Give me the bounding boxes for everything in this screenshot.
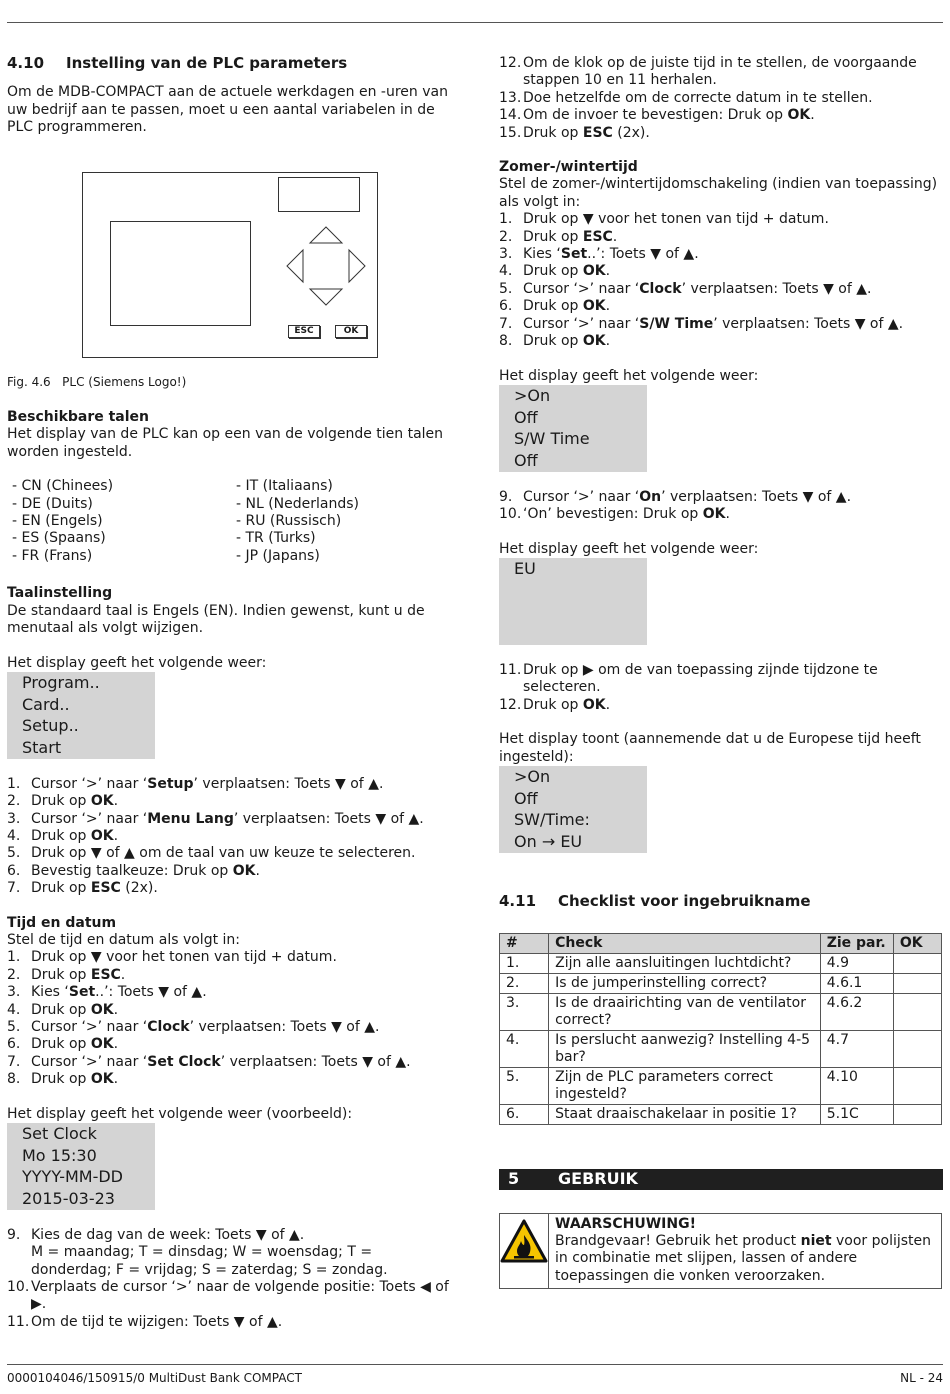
lcd-line: On → EU — [514, 832, 583, 852]
tijd-steps-final — [499, 55, 943, 142]
language-item: - FR (Frans) — [12, 547, 93, 564]
taal-heading: Taalinstelling — [7, 585, 113, 602]
lcd-line: Card.. — [22, 694, 70, 714]
table-row — [500, 974, 942, 994]
fire-hazard-icon — [500, 1214, 549, 1289]
table-cell: 4. — [500, 1031, 549, 1068]
zomer-steps — [499, 211, 943, 350]
zomer-steps-final — [499, 662, 943, 714]
step-item: 1. Cursor ‘>’ naar ‘Setup’ verplaatsen: Toets ▼ of ▲. — [7, 775, 384, 792]
step-item: 15. Druk op ESC (2x). — [499, 124, 650, 141]
left-column — [7, 55, 454, 1331]
zomer-intro: Stel de zomer-/wintertijdomschakeling (indien van toepassing) als volgt in: — [499, 176, 938, 210]
lcd-display-result — [499, 766, 647, 853]
table-row — [500, 1068, 942, 1105]
language-item: - IT (Italiaans) — [236, 478, 333, 495]
step-item: 6. Druk op OK. — [7, 1036, 119, 1053]
lcd-display-clock — [7, 1123, 155, 1210]
table-cell: Zijn de PLC parameters correct ingesteld? — [549, 1068, 821, 1105]
table-cell: 4.9 — [820, 954, 893, 974]
step-item: 11. Om de tijd te wijzigen: Toets ▼ of ▲. — [7, 1313, 283, 1330]
zomer-display3-intro: Het display toont (aannemende dat u de Europese tijd heeft ingesteld): — [499, 731, 921, 765]
step-item: 5. Cursor ‘>’ naar ‘Clock’ verplaatsen: Toets ▼ of ▲. — [499, 280, 872, 297]
lcd-line: Off — [514, 407, 538, 427]
tijd-display-intro: Het display geeft het volgende weer (voorbeeld): — [7, 1105, 353, 1122]
step-item: 9. Cursor ‘>’ naar ‘On’ verplaatsen: Toets ▼ of ▲. — [499, 488, 852, 505]
table-header-row — [500, 934, 942, 954]
step-item: 9. Kies de dag van de week: Toets ▼ of ▲. — [7, 1226, 305, 1243]
table-cell: 2. — [500, 974, 549, 994]
step-item: 3. Kies ‘Set..’: Toets ▼ of ▲. — [7, 984, 207, 1001]
language-list — [7, 478, 454, 565]
taal-steps — [7, 776, 454, 898]
zomer-heading: Zomer-/wintertijd — [499, 159, 638, 176]
table-row — [500, 954, 942, 974]
table-cell — [893, 974, 941, 994]
step-item: 10. ‘On’ bevestigen: Druk op OK. — [499, 506, 730, 523]
zomer-display1-intro: Het display geeft het volgende weer: — [499, 367, 759, 384]
step-item: 3. Kies ‘Set..’: Toets ▼ of ▲. — [499, 246, 699, 263]
lcd-line: SW/Time: — [514, 810, 590, 830]
lcd-line: Setup.. — [22, 716, 79, 736]
step-item: 5. Cursor ‘>’ naar ‘Clock’ verplaatsen: Toets ▼ of ▲. — [7, 1019, 380, 1035]
table-header-cell: # — [500, 934, 549, 954]
step-item: 2. Druk op ESC. — [499, 228, 618, 245]
zomer-steps-continued — [499, 489, 943, 524]
table-row — [500, 1031, 942, 1068]
lcd-line: EU — [514, 558, 536, 578]
figure-caption: Fig. 4.6 PLC (Siemens Logo!) — [7, 374, 187, 389]
step-item: 4. Druk op OK. — [7, 1001, 119, 1018]
table-cell: 1. — [500, 954, 549, 974]
step-item: 14. Om de invoer te bevestigen: Druk op OK. — [499, 107, 815, 124]
table-cell: 6. — [500, 1105, 549, 1125]
tijd-heading: Tijd en datum — [7, 914, 117, 931]
table-cell — [893, 1031, 941, 1068]
step-item: 4. Druk op OK. — [7, 827, 119, 844]
step-item: 4. Druk op OK. — [499, 263, 611, 280]
table-cell: 4.6.2 — [820, 994, 893, 1031]
languages-heading: Beschikbare talen — [7, 409, 150, 426]
step-item: 12. Druk op OK. — [499, 696, 611, 713]
language-item: - TR (Turks) — [236, 530, 316, 547]
plc-figure — [82, 172, 378, 358]
language-item: - DE (Duits) — [12, 495, 93, 512]
plc-small-display — [278, 177, 360, 212]
language-list-col1 — [7, 478, 231, 565]
taal-intro: De standaard taal is Engels (EN). Indien gewenst, kunt u de menutaal als volgt wijzigen. — [7, 602, 425, 637]
step-item: 3. Cursor ‘>’ naar ‘Menu Lang’ verplaatsen: Toets ▼ of ▲. — [7, 810, 424, 827]
lcd-line: Start — [22, 738, 62, 758]
table-cell: 4.6.1 — [820, 974, 893, 994]
lcd-display-zone — [499, 558, 647, 645]
language-item: - NL (Nederlands) — [236, 495, 360, 512]
step-item: 7. Cursor ‘>’ naar ‘Set Clock’ verplaatsen: Toets ▼ of ▲. — [7, 1053, 411, 1070]
left-arrow-icon — [287, 250, 303, 282]
table-header-cell: Check — [549, 934, 821, 954]
table-cell: Zijn alle aansluitingen luchtdicht? — [549, 954, 821, 974]
step-item: 13. Doe hetzelfde om de correcte datum in te stellen. — [499, 89, 873, 106]
tijd-steps-continued — [7, 1227, 454, 1331]
step-item: 8. Druk op OK. — [499, 333, 611, 350]
section-heading-4-10: 4.10 Instelling van de PLC parameters — [7, 54, 348, 72]
checklist-table — [499, 933, 942, 1125]
table-cell — [893, 1068, 941, 1105]
step-item: 11. Druk op ▶ om de van toepassing zijnde tijdzone te selecteren. — [499, 661, 878, 696]
down-arrow-icon — [310, 289, 342, 305]
table-cell: Is perslucht aanwezig? Instelling 4-5 bar? — [549, 1031, 821, 1068]
lcd-line: YYYY-MM-DD — [22, 1167, 123, 1187]
lcd-line: 2015-03-23 — [22, 1189, 115, 1209]
right-arrow-icon — [349, 250, 365, 282]
esc-key: ESC — [288, 325, 320, 338]
languages-intro: Het display van de PLC kan op een van de volgende tien talen worden ingesteld. — [7, 426, 444, 460]
warning-title: WAARSCHUWING! — [555, 1215, 696, 1232]
up-arrow-icon — [310, 227, 342, 243]
footer-doc-id: 0000104046/150915/0 MultiDust Bank COMPACT — [7, 1371, 302, 1385]
lcd-line: >On — [514, 385, 551, 405]
section-intro: Om de MDB-COMPACT aan de actuele werkdagen en -uren van uw bedrijf aan te passen, moet u een aantal variabelen in de PLC programmeren. — [7, 84, 448, 136]
warning-box — [499, 1213, 942, 1290]
step-item: 2. Druk op OK. — [7, 793, 119, 810]
step-item: 10. Verplaats de cursor ‘>’ naar de volgende positie: Toets ◀ of ▶. — [7, 1279, 449, 1313]
table-header-cell: Zie par. — [820, 934, 893, 954]
warning-text: Brandgevaar! Gebruik het product niet voor polijsten in combinatie met slijpen, lassen of andere toepassingen die vonken veroorzaken. — [555, 1233, 932, 1284]
table-cell: 5. — [500, 1068, 549, 1105]
step-item: 1. Druk op ▼ voor het tonen van tijd + datum. — [7, 949, 337, 966]
step-item: 2. Druk op ESC. — [7, 966, 126, 983]
step-item: 7. Druk op ESC (2x). — [7, 880, 158, 897]
footer-page-number: NL - 24 — [900, 1371, 943, 1385]
table-cell: 5.1C — [820, 1105, 893, 1125]
plc-display-screen — [110, 221, 251, 326]
step-item: 12. Om de klok op de juiste tijd in te stellen, de voorgaande stappen 10 en 11 herhalen. — [499, 55, 917, 89]
footer-rule — [7, 1364, 943, 1365]
lcd-display-menu — [7, 672, 155, 759]
step-item: 6. Bevestig taalkeuze: Druk op OK. — [7, 862, 260, 879]
ok-key: OK — [335, 325, 367, 338]
table-cell: Is de draairichting van de ventilator correct? — [549, 994, 821, 1031]
header-rule — [7, 22, 943, 23]
chapter-5-banner: 5 GEBRUIK — [499, 1169, 943, 1189]
table-cell: Is de jumperinstelling correct? — [549, 974, 821, 994]
language-item: - JP (Japans) — [236, 547, 320, 564]
section-heading-4-11: 4.11 Checklist voor ingebruikname — [499, 891, 811, 910]
table-row — [500, 994, 942, 1031]
lcd-line: Off — [514, 788, 538, 808]
lcd-line: Set Clock — [22, 1124, 97, 1144]
taal-display-intro: Het display geeft het volgende weer: — [7, 654, 267, 671]
tijd-steps — [7, 949, 454, 1088]
table-cell — [893, 954, 941, 974]
table-header-cell: OK — [893, 934, 941, 954]
step-item: 8. Druk op OK. — [7, 1071, 119, 1088]
zomer-display2-intro: Het display geeft het volgende weer: — [499, 540, 759, 557]
table-cell: Staat draaischakelaar in positie 1? — [549, 1105, 821, 1125]
language-item: - RU (Russisch) — [236, 513, 342, 530]
lcd-display-sw-time — [499, 385, 647, 472]
lcd-line: >On — [514, 766, 551, 786]
tijd-intro: Stel de tijd en datum als volgt in: — [7, 931, 240, 948]
language-item: - CN (Chinees) — [12, 478, 114, 495]
language-list-col2 — [231, 478, 359, 565]
lcd-line: Program.. — [22, 672, 100, 692]
lcd-line: S/W Time — [514, 429, 590, 449]
right-column — [499, 55, 943, 1289]
table-cell — [893, 1105, 941, 1125]
table-cell: 4.10 — [820, 1068, 893, 1105]
step-item: 1. Druk op ▼ voor het tonen van tijd + datum. — [499, 211, 829, 228]
step-item: 7. Cursor ‘>’ naar ‘S/W Time’ verplaatsen: Toets ▼ of ▲. — [499, 315, 904, 332]
language-item: - EN (Engels) — [12, 513, 103, 530]
plc-arrow-keys — [285, 225, 367, 307]
step-item: M = maandag; T = dinsdag; W = woensdag; T = donderdag; F = vrijdag; S = zaterdag; S = zondag. — [31, 1244, 388, 1278]
lcd-line: Mo 15:30 — [22, 1145, 97, 1165]
table-cell: 3. — [500, 994, 549, 1031]
step-item: 6. Druk op OK. — [499, 298, 611, 315]
lcd-line: Off — [514, 451, 538, 471]
table-row — [500, 1105, 942, 1125]
table-cell — [893, 994, 941, 1031]
step-item: 5. Druk op ▼ of ▲ om de taal van uw keuze te selecteren. — [7, 845, 416, 862]
table-cell: 4.7 — [820, 1031, 893, 1068]
language-item: - ES (Spaans) — [12, 530, 106, 547]
